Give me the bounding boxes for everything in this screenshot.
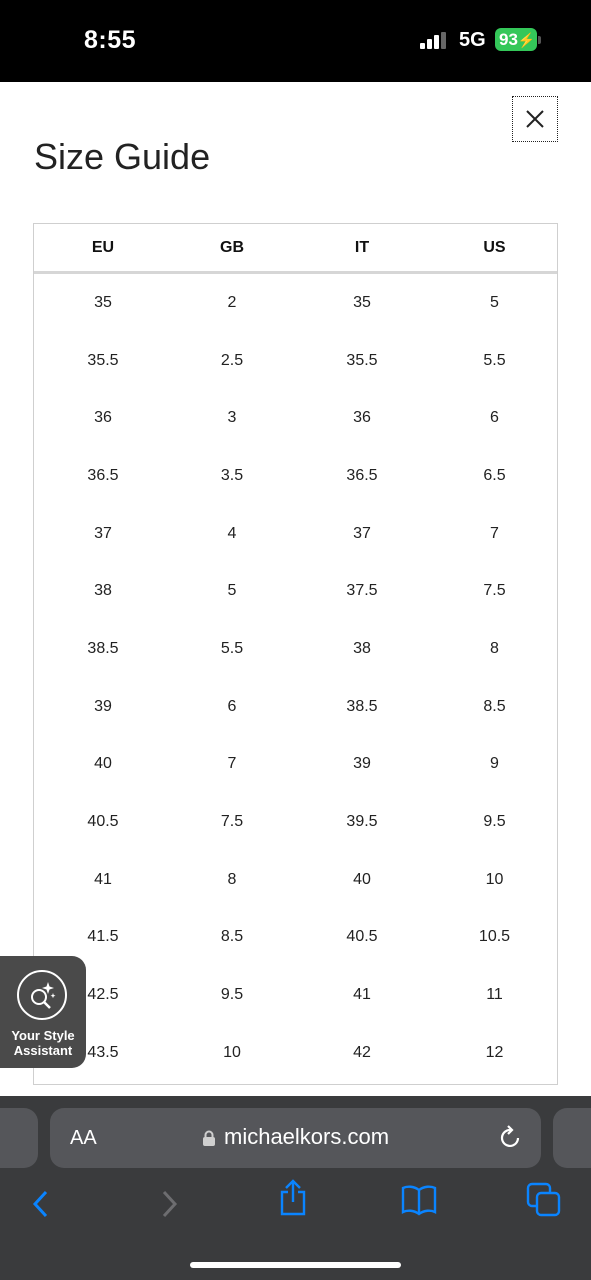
cell-it: 40 [353,870,371,888]
status-time: 8:55 [84,26,137,54]
cell-eu: 41.5 [87,928,119,946]
table-header [34,224,557,274]
cell-us: 8 [490,639,499,657]
cell-gb: 10 [223,1043,241,1061]
column-header-gb: GB [220,238,244,256]
table-row [34,909,557,967]
tabs-icon[interactable] [526,1182,562,1218]
cell-us: 6 [490,409,499,427]
page-title: Size Guide [34,136,211,177]
cell-eu: 37 [94,524,112,542]
cellular-signal-icon [420,32,448,49]
cell-it: 35.5 [346,351,378,369]
cell-eu: 35.5 [87,351,119,369]
cell-it: 37 [353,524,371,542]
table-row [34,851,557,909]
column-header-it: IT [354,238,370,256]
bookmarks-icon[interactable] [400,1184,438,1216]
cell-gb: 2 [227,293,237,311]
address-bar[interactable] [50,1108,541,1168]
close-button[interactable] [512,96,558,142]
cell-us: 10 [485,870,504,888]
cell-eu: 40.5 [87,813,119,831]
battery-icon: 93⚡ [495,28,537,51]
table-row [34,736,557,794]
cell-it: 40.5 [346,928,378,946]
cell-gb: 3 [227,409,237,427]
browser-chrome [0,1096,591,1280]
cell-it: 35 [353,293,371,311]
size-guide-modal [0,82,591,1096]
share-icon[interactable] [276,1178,310,1218]
table-row [34,966,557,1024]
cell-gb: 7 [227,755,237,773]
network-type: 5G [459,29,486,51]
table-row [34,389,557,447]
cell-eu: 38.5 [87,639,119,657]
next-tab-peek[interactable] [553,1108,591,1168]
cell-eu: 41 [94,870,112,888]
close-icon [525,109,545,129]
cell-eu: 36.5 [87,466,119,484]
cell-it: 38 [353,639,371,657]
column-header-eu: EU [91,238,115,256]
cell-us: 6.5 [483,466,506,484]
battery-level: 93 [499,30,518,49]
cell-eu: 35 [94,293,112,311]
cell-us: 5.5 [483,351,506,369]
table-row [34,793,557,851]
back-icon[interactable] [30,1186,52,1222]
cell-gb: 5.5 [220,639,244,657]
cell-gb: 8 [227,870,237,888]
cell-gb: 6 [227,697,237,715]
cell-us: 12 [485,1043,504,1061]
cell-it: 38.5 [346,697,378,715]
cell-it: 42 [353,1043,371,1061]
cell-us: 8.5 [483,697,506,715]
lock-icon [202,1130,216,1146]
cell-us: 10.5 [478,928,511,946]
cell-eu: 40 [94,755,112,773]
cell-us: 11 [486,986,503,1004]
style-assistant-button[interactable] [0,956,86,1068]
cell-us: 9 [490,755,499,773]
table-row [34,678,557,736]
table-row [34,505,557,563]
cell-it: 36 [353,409,371,427]
cell-us: 9.5 [483,813,506,831]
cell-gb: 8.5 [220,928,244,946]
table-row [34,620,557,678]
forward-icon[interactable] [158,1186,180,1222]
cell-gb: 9.5 [220,986,244,1004]
url-text: michaelkors.com [224,1124,390,1149]
cell-it: 39 [353,755,371,773]
cell-gb: 4 [227,524,237,542]
cell-eu: 43.5 [87,1043,119,1061]
reader-text-size-button[interactable]: AA [70,1127,97,1149]
size-table [33,223,558,1085]
style-assistant-label: Your Style Assistant [11,1028,75,1058]
status-bar [0,0,591,82]
cell-gb: 3.5 [220,466,244,484]
table-row [34,447,557,505]
home-indicator [190,1262,401,1268]
cell-it: 41 [353,986,371,1004]
cell-it: 37.5 [346,582,378,600]
cell-us: 7 [490,524,499,542]
column-header-us: US [483,238,506,256]
previous-tab-peek[interactable] [0,1108,38,1168]
cell-gb: 2.5 [220,351,244,369]
cell-it: 36.5 [346,466,378,484]
table-row [34,332,557,390]
cell-us: 5 [490,293,499,311]
cell-it: 39.5 [346,813,378,831]
table-row [34,562,557,620]
cell-eu: 39 [94,697,112,715]
table-row [34,274,557,332]
table-row [34,1024,557,1082]
cell-eu: 36 [94,409,112,427]
cell-gb: 5 [227,582,237,600]
cell-us: 7.5 [483,582,506,600]
reload-icon[interactable] [498,1124,524,1152]
cell-gb: 7.5 [220,813,244,831]
cell-eu: 38 [94,582,112,600]
table-body [34,274,557,1082]
cell-eu: 42.5 [87,986,119,1004]
sparkle-search-icon [17,970,67,1020]
